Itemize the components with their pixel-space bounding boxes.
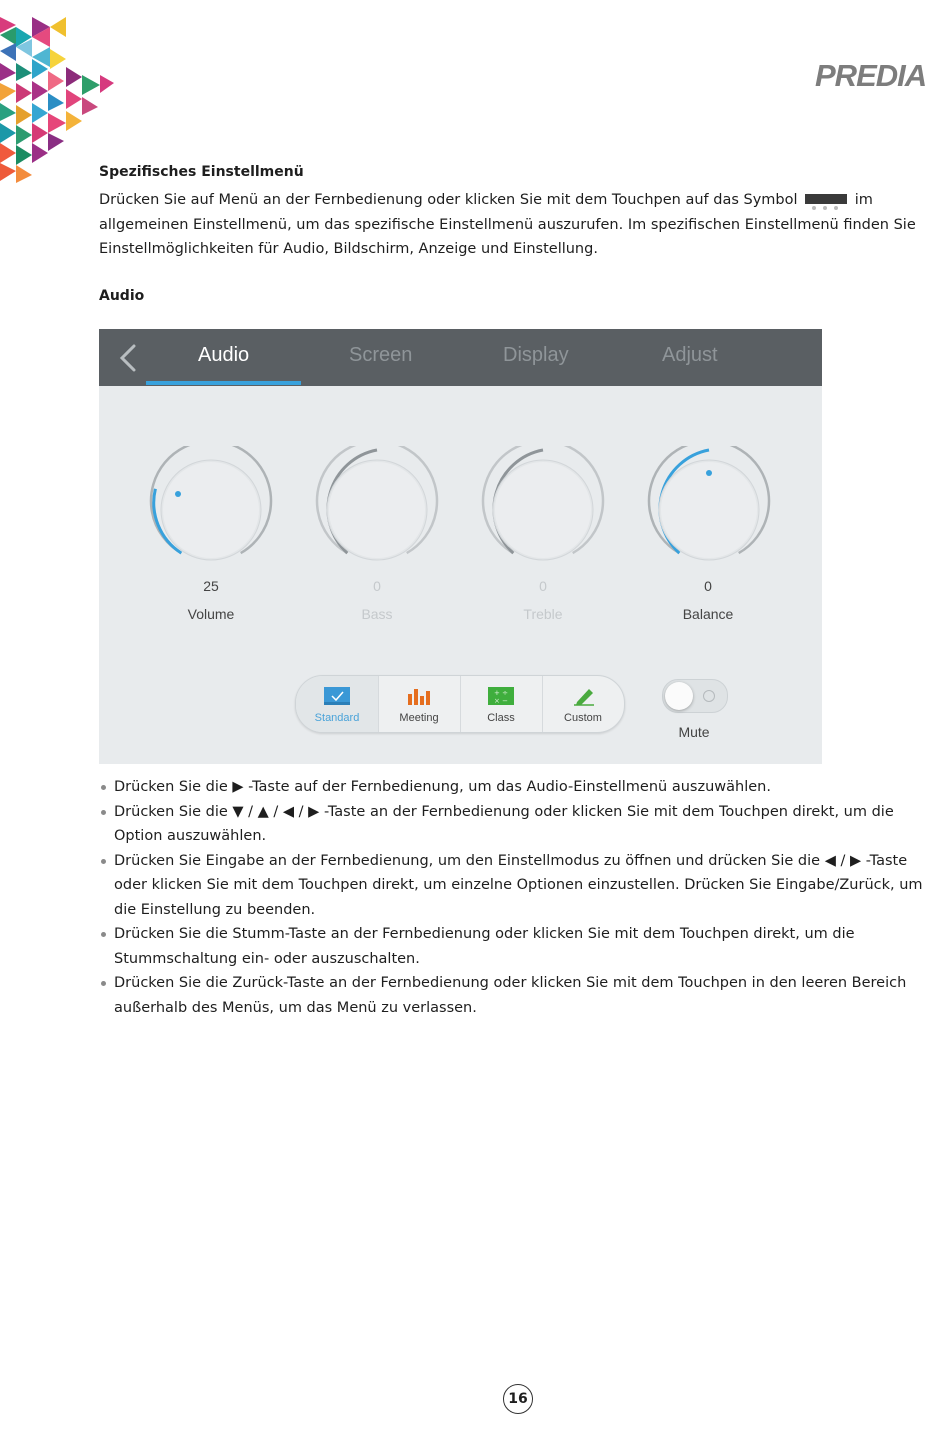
intro-text-part2: im allgemeinen Einstellmenü, um das spezifische Einstellmenü auszurufen. Im spezifischen Einstellmenü finden Sie Einstellmöglichkeiten für Audio, Bildschirm, Anzeige und Einstellung. [99, 192, 916, 257]
svg-text:× −: × − [494, 697, 508, 705]
mute-label: Mute [678, 724, 710, 740]
treble-value: 0 [539, 578, 547, 594]
brand-logo: PREDIA [815, 58, 927, 93]
mode-class[interactable] [460, 676, 543, 732]
more-dots-icon [805, 194, 847, 204]
standard-mode-icon [323, 686, 351, 706]
tab-screen[interactable]: Screen [349, 344, 413, 366]
volume-label: Volume [187, 606, 235, 622]
volume-value: 25 [203, 578, 219, 594]
toggle-off-indicator [703, 690, 715, 702]
list-item: Drücken Sie die ▼ / ▲ / ◀ / ▶ -Taste an der Fernbedienung oder klicken Sie mit dem Touchpen direkt, um die Option auszuwählen. [99, 800, 934, 849]
audio-settings-menu [99, 329, 822, 764]
class-mode-icon [487, 686, 515, 706]
custom-mode-icon [569, 686, 597, 706]
tab-display[interactable]: Display [503, 344, 569, 366]
mode-meeting-label: Meeting [399, 712, 439, 724]
treble-label: Treble [523, 606, 563, 622]
page-number: 16 [503, 1384, 533, 1414]
menu-tab-bar [99, 329, 822, 386]
balance-value: 0 [704, 578, 712, 594]
toggle-knob [665, 682, 693, 710]
active-tab-indicator [146, 381, 301, 385]
balance-knob[interactable] [645, 446, 773, 574]
decorative-triangle-pattern [0, 15, 118, 183]
mode-standard-label: Standard [314, 712, 360, 724]
treble-knob[interactable] [479, 446, 607, 574]
meeting-mode-icon [405, 686, 433, 706]
mode-meeting[interactable] [378, 676, 461, 732]
instruction-list [99, 775, 934, 1020]
intro-text-part1: Drücken Sie auf Menü an der Fernbedienung oder klicken Sie mit dem Touchpen auf das Symbol [99, 192, 798, 208]
mode-class-label: Class [487, 712, 515, 724]
list-item: Drücken Sie die ▶ -Taste auf der Fernbedienung, um das Audio-Einstellmenü auszuwählen. [99, 775, 934, 800]
chevron-left-icon[interactable] [117, 343, 143, 373]
tab-audio[interactable]: Audio [198, 344, 250, 366]
section-title: Spezifisches Einstellmenü [99, 164, 304, 180]
bass-value: 0 [373, 578, 381, 594]
svg-text:+ ÷: + ÷ [494, 689, 508, 697]
tab-adjust[interactable]: Adjust [662, 344, 718, 366]
mode-custom-label: Custom [564, 712, 602, 724]
list-item: Drücken Sie die Stumm-Taste an der Fernbedienung oder klicken Sie mit dem Touchpen direkt, um die Stummschaltung ein- oder auszuschalten. [99, 922, 934, 971]
list-item: Drücken Sie die Zurück-Taste an der Fernbedienung oder klicken Sie mit dem Touchpen in den leeren Bereich außerhalb des Menüs, um das Menü zu verlassen. [99, 971, 934, 1020]
mode-standard[interactable] [296, 676, 379, 732]
balance-label: Balance [682, 606, 734, 622]
sound-mode-selector [295, 675, 625, 733]
mute-toggle[interactable] [662, 679, 728, 713]
intro-paragraph [99, 188, 934, 262]
mode-custom[interactable] [542, 676, 624, 732]
bass-knob[interactable] [313, 446, 441, 574]
bass-label: Bass [361, 606, 393, 622]
volume-knob[interactable] [147, 446, 275, 574]
subsection-title: Audio [99, 288, 145, 304]
list-item: Drücken Sie Eingabe an der Fernbedienung, um den Einstellmodus zu öffnen und drücken Sie die ◀ / ▶ -Taste oder klicken Sie mit dem Touchpen direkt, um einzelne Optionen einzustellen. Drücken Sie Eingabe/Zurück, um die Einstellung zu beenden. [99, 849, 934, 923]
